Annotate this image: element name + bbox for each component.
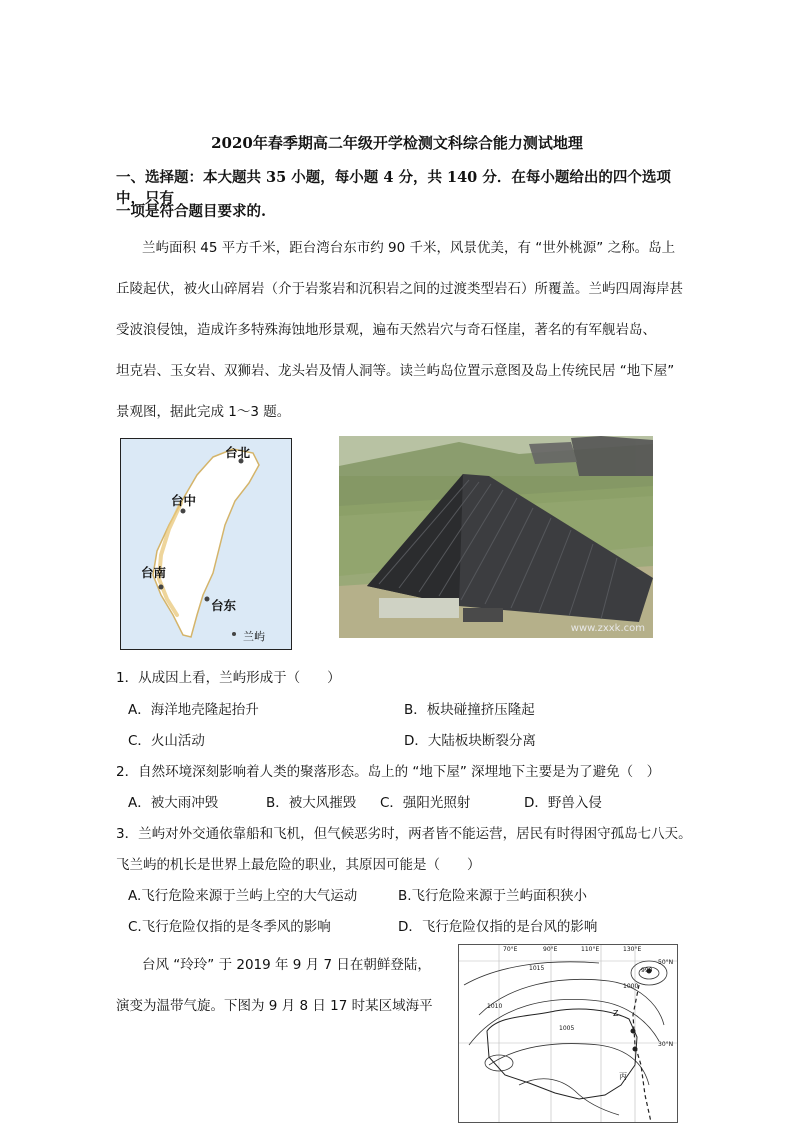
passage-line: 丘陵起伏，被火山碎屑岩（介于岩浆岩和沉积岩之间的过渡类型岩石）所覆盖。兰屿四周海岸甚 xyxy=(116,281,683,297)
city-marker xyxy=(205,597,210,602)
lat-label: 50°N xyxy=(658,959,674,966)
isobar-label: 1005 xyxy=(559,1025,575,1032)
taiwan-location-map xyxy=(120,438,292,650)
isobar-label: 990 xyxy=(641,967,653,974)
label-taitung: 台东 xyxy=(211,598,237,613)
passage-line: 受波浪侵蚀，造成许多特殊海蚀地形景观，遍布天然岩穴与奇石怪崖，著名的有军舰岩岛、 xyxy=(116,322,656,338)
lat-label: 30°N xyxy=(658,1041,674,1048)
lon-label: 110°E xyxy=(581,946,600,953)
option-a: A．被大雨冲毁 xyxy=(128,795,219,811)
option-a: A．海洋地壳隆起抬升 xyxy=(128,702,259,718)
city-marker xyxy=(181,509,186,514)
passage-line: 演变为温带气旋。下图为 9 月 8 日 17 时某区域海平 xyxy=(116,998,433,1014)
passage-line: 景观图，据此完成 1～3 题。 xyxy=(116,404,291,420)
taiwan-island xyxy=(153,449,259,637)
option-b: B．被大风摧毁 xyxy=(266,795,357,811)
page-title: 2020年春季期高二年级开学检测文科综合能力测试地理 xyxy=(211,134,583,152)
isobar-label: 1010 xyxy=(487,1003,503,1010)
question-stem: 飞兰屿的机长是世界上最危险的职业，其原因可能是（ ） xyxy=(116,857,481,873)
isobar-label: 1000 xyxy=(623,983,639,990)
photo-illustration xyxy=(339,436,653,638)
label-tainan: 台南 xyxy=(141,565,167,580)
label-lanyu: 兰屿 xyxy=(243,630,265,643)
section-heading-line1: 一、选择题：本大题共 35 小题，每小题 4 分，共 140 分．在每小题给出的四个选项中，只有 xyxy=(116,169,671,207)
isobar-map xyxy=(458,944,678,1123)
label-taichung: 台中 xyxy=(171,493,197,508)
city-marker xyxy=(159,585,164,590)
option-b: B．板块碰撞挤压隆起 xyxy=(404,702,535,718)
underground-house-photo xyxy=(339,436,653,638)
lon-label: 90°E xyxy=(543,946,558,953)
label-taipei: 台北 xyxy=(225,445,251,460)
taiwan-map-figure xyxy=(121,439,290,648)
question-stem: 2．自然环境深刻影响着人类的聚落形态。岛上的 “地下屋” 深埋地下主要是为了避免（ ） xyxy=(116,764,661,780)
question-stem: 1．从成因上看，兰屿形成于（ ） xyxy=(116,670,341,686)
option-b: B.飞行危险来源于兰屿面积狭小 xyxy=(398,888,588,904)
option-c: C．强阳光照射 xyxy=(380,795,471,811)
island-marker xyxy=(232,632,236,636)
option-d: D．野兽入侵 xyxy=(524,795,602,811)
option-a: A.飞行危险来源于兰屿上空的大气运动 xyxy=(128,888,358,904)
lon-label: 130°E xyxy=(623,946,642,953)
passage-line: 坦克岩、玉女岩、双狮岩、龙头岩及情人洞等。读兰屿岛位置示意图及岛上传统民居 “地下屋” xyxy=(116,363,675,379)
point-label: Z xyxy=(613,1009,619,1018)
isobar-label: 1015 xyxy=(529,965,545,972)
section-heading-line2: 一项是符合题目要求的. xyxy=(116,203,267,220)
point-label: 丙 xyxy=(619,1072,627,1081)
photo-watermark: www.zxxk.com xyxy=(570,623,645,634)
question-stem: 3．兰屿对外交通依靠船和飞机，但气候恶劣时，两者皆不能运营，居民有时得困守孤岛七八天。 xyxy=(116,826,692,842)
option-d: D．飞行危险仅指的是台风的影响 xyxy=(398,919,598,935)
option-d: D．大陆板块断裂分离 xyxy=(404,733,536,749)
option-c: C.飞行危险仅指的是冬季风的影响 xyxy=(128,919,331,935)
passage-line: 兰屿面积 45 平方千米，距台湾台东市约 90 千米，风景优美，有 “世外桃源” 之称。岛上 xyxy=(142,240,676,256)
option-c: C．火山活动 xyxy=(128,733,205,749)
passage-line: 台风 “玲玲” 于 2019 年 9 月 7 日在朝鲜登陆， xyxy=(142,957,431,973)
lon-label: 70°E xyxy=(503,946,518,953)
